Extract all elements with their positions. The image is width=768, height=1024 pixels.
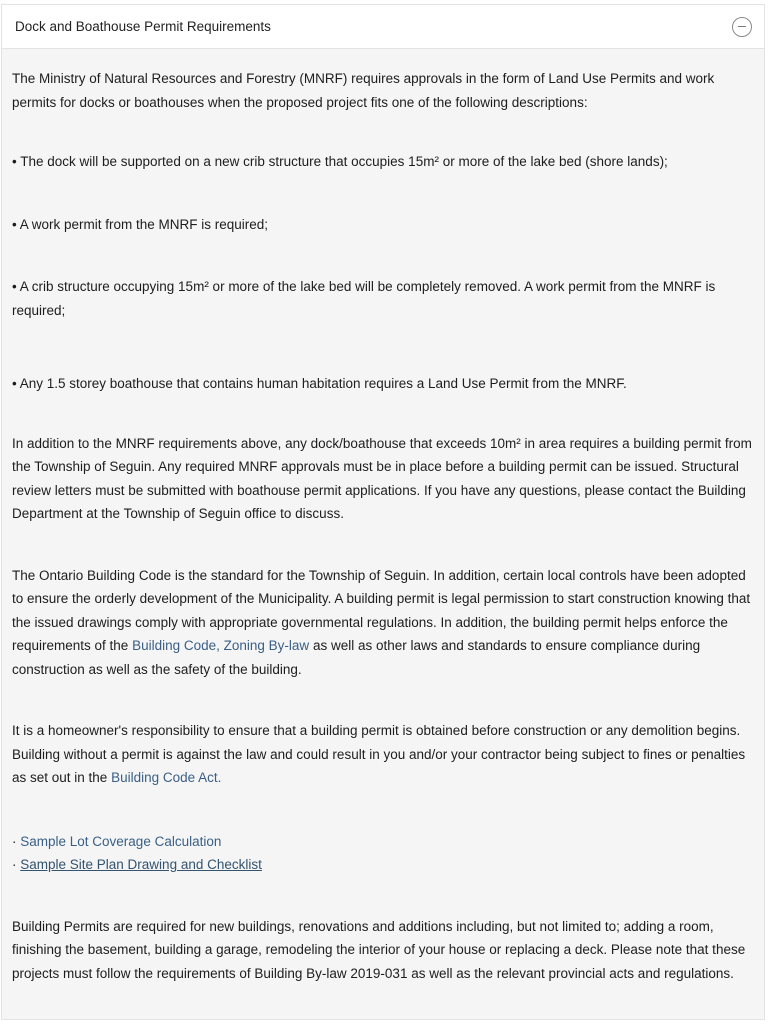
- ontario-building-code-paragraph: [12, 564, 754, 682]
- homeowner-responsibility-paragraph: [12, 719, 754, 790]
- list-item: [12, 853, 754, 877]
- building-permits-required-paragraph: Building Permits are required for new buildings, renovations and additions including, but not limited to; adding a room, finishing the basement, building a garage, remodeling the interior of your house or replacing a deck. Please note that these projects must follow the requirements of Building By-law 2019-031 as well as the relevant provincial acts and regulations.: [12, 918, 746, 981]
- accordion-header[interactable]: [2, 5, 764, 49]
- dock-boathouse-accordion: [1, 4, 765, 1020]
- bullet-dot: ·: [12, 833, 21, 849]
- accordion-body: [2, 49, 764, 985]
- bullet-dot: ·: [12, 857, 21, 872]
- collapse-minus-circle-icon[interactable]: [732, 17, 752, 37]
- bullet-crib-removal: • A crib structure occupying 15m² or more of the lake bed will be completely removed. A work permit from the MNRF is required;: [12, 279, 716, 318]
- obc-text-before: The Ontario Building Code is the standard for the Township of Seguin. In addition, certain local controls have been adopted to ensure the orderly development of the Municipality. A building permit is legal permission to start construction knowing that the issued drawings comply with appropriate governmental regulations. In addition, the building permit helps enforce the requirements of the: [12, 567, 751, 653]
- bullet-work-permit: • A work permit from the MNRF is required;: [12, 216, 269, 232]
- list-item: [12, 830, 754, 854]
- accordion-title: Dock and Boathouse Permit Requirements: [15, 19, 271, 34]
- obc-text-after: as well as other laws and standards to ensure compliance during construction as well as the safety of the building.: [12, 638, 701, 677]
- lot-coverage-link[interactable]: Sample Lot Coverage Calculation: [20, 833, 222, 849]
- bullet-boathouse-habitation: • Any 1.5 storey boathouse that contains human habitation requires a Land Use Permit from the MNRF.: [12, 376, 627, 391]
- intro-paragraph: The Ministry of Natural Resources and Forestry (MNRF) requires approvals in the form of Land Use Permits and work permits for docks or boathouses when the proposed project fits one of the following descriptions:: [12, 71, 715, 110]
- sample-links-list: [12, 830, 754, 877]
- bullet-new-crib: • The dock will be supported on a new crib structure that occupies 15m² or more of the lake bed (shore lands);: [12, 154, 668, 169]
- responsibility-text: It is a homeowner's responsibility to ensure that a building permit is obtained before construction or any demolition begins. Building without a permit is against the law and could result in you and/or your contractor being subject to fines or penalties as set out in the: [12, 723, 746, 785]
- mnrf-building-permit-paragraph: In addition to the MNRF requirements above, any dock/boathouse that exceeds 10m² in area requires a building permit from the Township of Seguin. Any required MNRF approvals must be in place before a building permit can be issued. Structural review letters must be submitted with boathouse permit applications. If you have any questions, please contact the Building Department at the Township of Seguin office to discuss.: [12, 435, 752, 521]
- building-code-zoning-link[interactable]: Building Code, Zoning By-law: [132, 638, 310, 653]
- building-code-act-link[interactable]: Building Code Act.: [111, 770, 222, 785]
- site-plan-link[interactable]: Sample Site Plan Drawing and Checklist: [20, 857, 262, 872]
